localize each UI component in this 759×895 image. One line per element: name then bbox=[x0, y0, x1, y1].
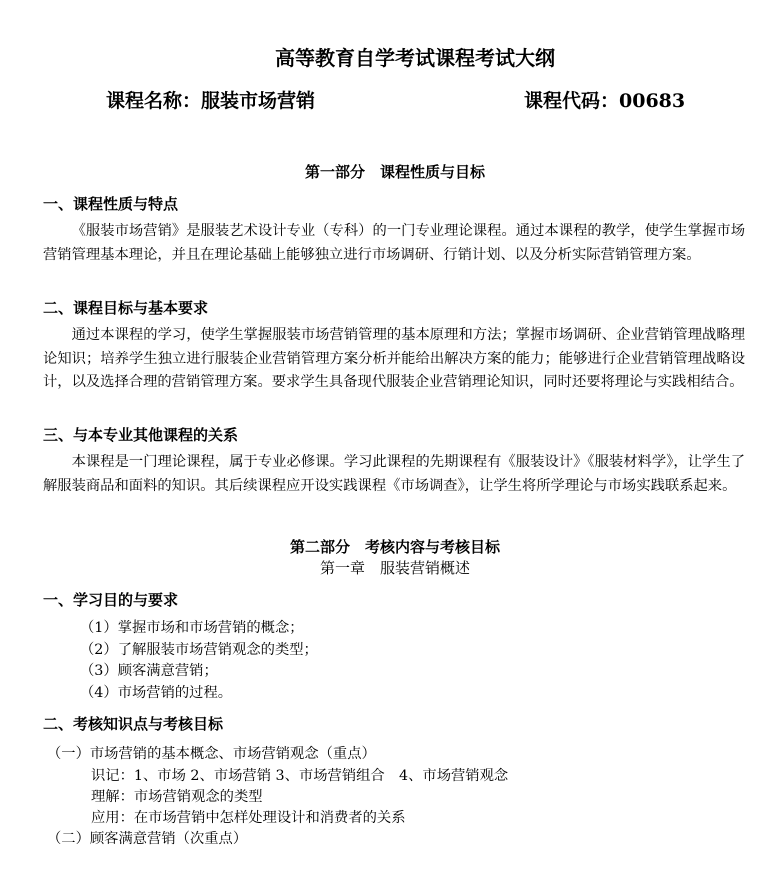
list-item: （1）掌握市场和市场营销的概念； bbox=[80, 620, 304, 636]
part2-title: 第二部分 考核内容与考核目标 bbox=[289, 538, 500, 556]
part1-section2-heading: 二、课程目标与基本要求 bbox=[43, 299, 209, 317]
objectives-list bbox=[80, 618, 318, 704]
part1-section1-heading: 一、课程性质与特点 bbox=[43, 195, 179, 213]
part1-section3-heading: 三、与本专业其他课程的关系 bbox=[43, 426, 239, 444]
list-item: （4）市场营销的过程。 bbox=[80, 684, 233, 701]
part2-section1-heading: 一、学习目的与要求 bbox=[43, 591, 179, 609]
part1-title: 第一部分 课程性质与目标 bbox=[304, 163, 485, 181]
document-title: 高等教育自学考试课程考试大纲 bbox=[275, 46, 555, 70]
part1-section3-text: 本课程是一门理论课程，属于专业必修课。学习此课程的先期课程有《服装设计》《服装材料学》，让学生了解服装商品和面料的知识。其后续课程应开设实践课程《市场调查》，让学生将所学理论与市场实践联系起来。 bbox=[43, 454, 745, 494]
course-code: 课程代码：00683 bbox=[524, 90, 686, 112]
knowledge-point-1-identify: 识记：1、市场 2、市场营销 3、市场营销组合 4、市场营销观念 bbox=[91, 768, 509, 784]
knowledge-point-1-title: （一）市场营销的基本概念、市场营销观念（重点） bbox=[47, 746, 376, 762]
course-name: 课程名称：服装市场营销 bbox=[106, 90, 316, 112]
part2-section2-heading: 二、考核知识点与考核目标 bbox=[43, 715, 224, 733]
knowledge-point-1-apply: 应用：在市场营销中怎样处理设计和消费者的关系 bbox=[91, 810, 406, 826]
part1-section2-text: 通过本课程的学习，使学生掌握服装市场营销管理的基本原理和方法；掌握市场调研、企业营销管理战略理论知识；培养学生独立进行服装企业营销管理方案分析并能给出解决方案的能力；能够进行企业营销管理战略设计，以及选择合理的营销管理方案。要求学生具备现代服装企业营销理论知识，同时还要将理论与实践相结合。 bbox=[43, 327, 745, 390]
list-item: （3）顾客满意营销； bbox=[80, 663, 218, 679]
list-item: （2）了解服装市场营销观念的类型； bbox=[80, 641, 318, 658]
knowledge-point-1-understand: 理解：市场营销观念的类型 bbox=[91, 789, 263, 805]
chapter1-title: 第一章 服装营销概述 bbox=[319, 559, 470, 577]
part1-section1-text: 《服装市场营销》是服装艺术设计专业（专科）的一门专业理论课程。通过本课程的教学，使学生掌握市场营销管理基本理论，并且在理论基础上能够独立进行市场调研、行销计划、以及分析实际营销管理方案。 bbox=[43, 223, 745, 263]
knowledge-point-2-title: （二）顾客满意营销（次重点） bbox=[47, 831, 248, 847]
